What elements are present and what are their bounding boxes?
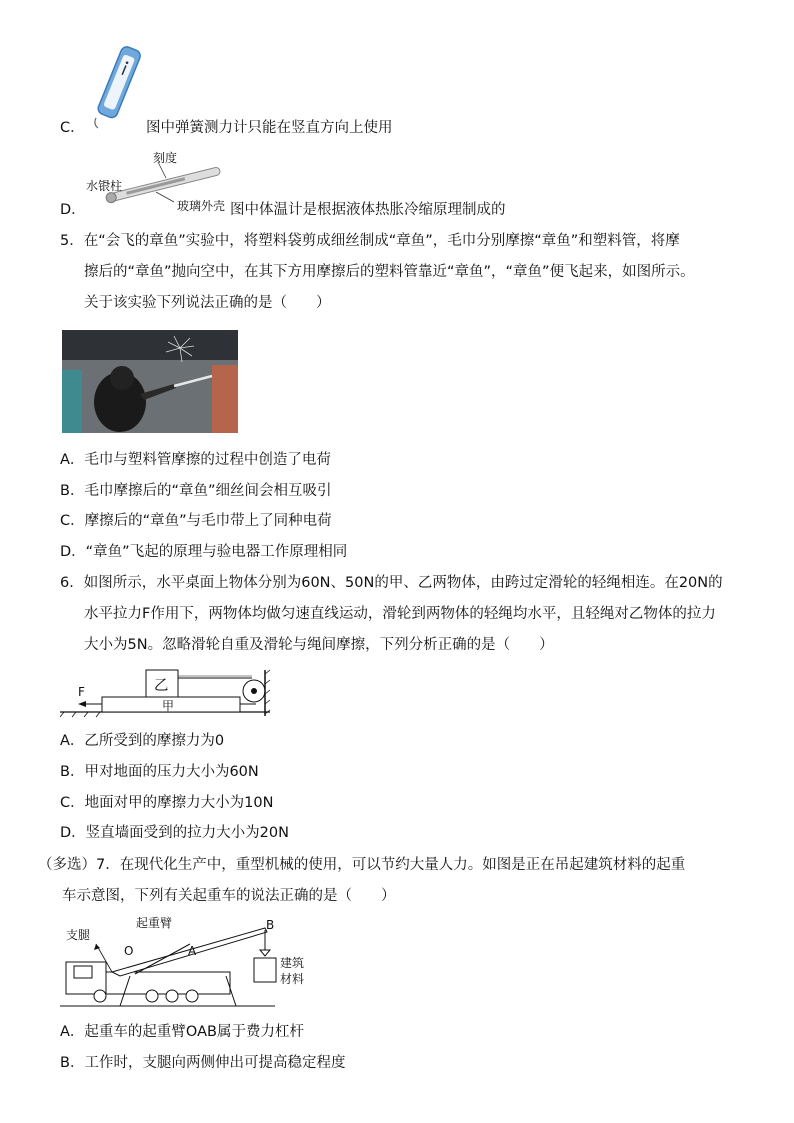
q6-option-a: A．乙所受到的摩擦力为0 xyxy=(60,733,225,749)
material-label-2: 材料 xyxy=(280,972,305,986)
q6-option-c: C．地面对甲的摩擦力大小为10N xyxy=(60,795,274,811)
block-jia-label: 甲 xyxy=(162,699,175,713)
q6-option-b: B．甲对地面的压力大小为60N xyxy=(60,764,259,780)
pulley-diagram xyxy=(60,664,280,720)
spring-scale-image xyxy=(84,40,144,132)
octopus-experiment-photo xyxy=(62,330,238,433)
q5-option-b: B．毛巾摩擦后的“章鱼”细丝间会相互吸引 xyxy=(60,483,332,499)
crane-arm-label: 起重臂 xyxy=(136,916,173,930)
crane-diagram xyxy=(60,914,320,1014)
crane-leg-label: 支腿 xyxy=(66,928,91,942)
q7-line2: 车示意图，下列有关起重车的说法正确的是（ ） xyxy=(62,888,396,904)
block-yi-label: 乙 xyxy=(154,678,169,694)
q7-line1: （多选）7．在现代化生产中，重型机械的使用，可以节约大量人力。如图是正在吊起建筑材料的起重 xyxy=(38,857,686,873)
q5-option-d: D．“章鱼”飞起的原理与验电器工作原理相同 xyxy=(60,544,348,560)
q6-option-d: D．竖直墙面受到的拉力大小为20N xyxy=(60,825,289,841)
q7-option-a: A．起重车的起重臂OAB属于费力杠杆 xyxy=(60,1024,304,1040)
q6-line1: 6．如图所示，水平桌面上物体分别为60N、50N的甲、乙两物体，由跨过定滑轮的轻绳相连。在20N的 xyxy=(60,575,723,591)
thermo-label-mercury: 水银柱 xyxy=(86,179,123,193)
thermo-label-glass: 玻璃外壳 xyxy=(177,199,226,213)
option-c-label: C． xyxy=(60,120,85,136)
point-o-label: O xyxy=(124,944,134,958)
q5-option-a: A．毛巾与塑料管摩擦的过程中创造了电荷 xyxy=(60,452,331,468)
option-d-label: D． xyxy=(60,202,86,218)
point-a-label: A xyxy=(188,944,197,958)
point-b-label: B xyxy=(266,918,275,932)
q7-option-b: B．工作时，支腿向两侧伸出可提高稳定程度 xyxy=(60,1055,346,1071)
q5-line3: 关于该实验下列说法正确的是（ ） xyxy=(84,295,331,311)
q5-line1: 5．在“会飞的章鱼”实验中，将塑料袋剪成细丝制成“章鱼”，毛巾分别摩擦“章鱼”和塑料管，将摩 xyxy=(60,233,680,249)
option-c-text: 图中弹簧测力计只能在竖直方向上使用 xyxy=(146,120,393,136)
q5-line2: 擦后的“章鱼”抛向空中，在其下方用摩擦后的塑料管靠近“章鱼”，“章鱼”便飞起来，如图所示。 xyxy=(84,264,695,280)
force-f-label: F xyxy=(78,685,85,699)
q6-line3: 大小为5N。忽略滑轮自重及滑轮与绳间摩擦，下列分析正确的是（ ） xyxy=(84,637,554,653)
q6-line2: 水平拉力F作用下，两物体均做匀速直线运动，滑轮到两物体的轻绳均水平，且轻绳对乙物体的拉力 xyxy=(84,606,716,622)
option-d-text: 图中体温计是根据液体热胀冷缩原理制成的 xyxy=(230,202,506,218)
q5-option-c: C．摩擦后的“章鱼”与毛巾带上了同种电荷 xyxy=(60,513,332,529)
thermo-label-scale: 刻度 xyxy=(153,151,178,165)
material-label-1: 建筑 xyxy=(280,956,305,970)
